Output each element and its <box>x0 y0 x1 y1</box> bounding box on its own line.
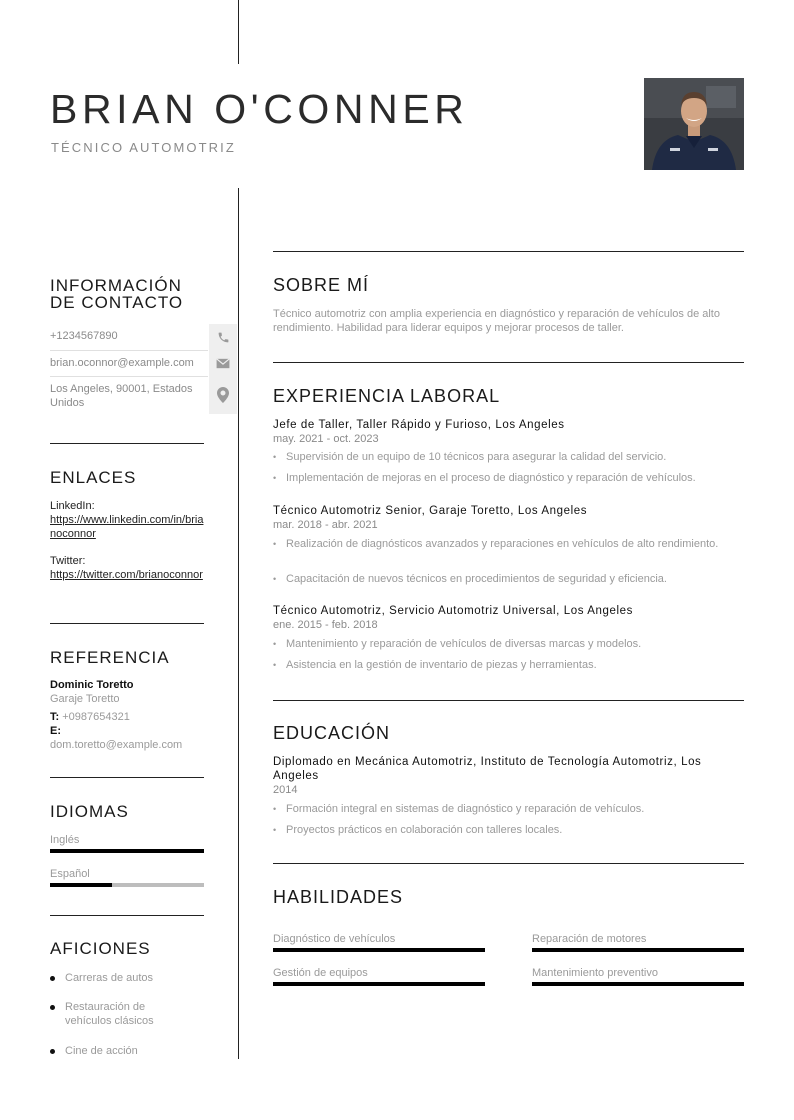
job-title: Técnico Automotriz, Servicio Automotriz Universal, Los Angeles <box>273 605 633 617</box>
vertical-divider-top <box>238 0 239 64</box>
skill-name: Mantenimiento preventivo <box>532 967 658 979</box>
job-bullet: • Supervisión de un equipo de 10 técnicos para asegurar la calidad del servicio. <box>273 450 733 464</box>
skill-level-bar <box>273 948 485 952</box>
language-name: Español <box>50 868 90 880</box>
education-bullet: • Formación integral en sistemas de diagnóstico y reparación de vehículos. <box>273 802 733 816</box>
about-text: Técnico automotriz con amplia experiencia en diagnóstico y reparación de vehículos de alto rendimiento. Habilidad para liderar equipos y mejorar procesos de taller. <box>273 308 720 334</box>
reference-heading: REFERENCIA <box>50 648 170 667</box>
job-bullet: • Implementación de mejoras en el proceso de diagnóstico y reparación de vehículos. <box>273 471 733 485</box>
linkedin-label: LinkedIn: <box>50 500 95 512</box>
languages-heading: IDIOMAS <box>50 802 129 821</box>
section-divider <box>50 623 204 624</box>
section-divider <box>273 251 744 252</box>
job-dates: may. 2021 - oct. 2023 <box>273 433 379 445</box>
candidate-name: BRIAN O'CONNER <box>50 86 469 132</box>
hobby-item: Restauración de vehículos clásicos <box>50 1000 185 1028</box>
twitter-link[interactable]: https://twitter.com/brianoconnor <box>50 569 203 581</box>
hobby-item: Carreras de autos <box>50 971 185 985</box>
education-year: 2014 <box>273 784 298 796</box>
experience-heading: EXPERIENCIA LABORAL <box>273 386 501 406</box>
section-divider <box>50 777 204 778</box>
reference-company: Garaje Toretto <box>50 693 120 705</box>
hobby-item: Cine de acción <box>50 1044 185 1058</box>
skill-name: Reparación de motores <box>532 933 647 945</box>
vertical-divider <box>238 188 239 1059</box>
skill-name: Gestión de equipos <box>273 967 368 979</box>
language-level-fill <box>50 883 112 887</box>
contact-divider <box>50 376 208 377</box>
phone-icon <box>209 324 237 350</box>
section-divider <box>50 443 204 444</box>
job-title: Jefe de Taller, Taller Rápido y Furioso, Los Angeles <box>273 419 565 431</box>
bullet-icon <box>50 976 55 981</box>
skills-heading: HABILIDADES <box>273 887 404 907</box>
education-heading: EDUCACIÓN <box>273 723 391 743</box>
job-bullet: • Mantenimiento y reparación de vehículos de diversas marcas y modelos. <box>273 637 733 651</box>
section-divider <box>50 915 204 916</box>
job-bullet: • Realización de diagnósticos avanzados y reparaciones en vehículos de alto rendimiento. <box>273 537 733 551</box>
reference-email[interactable]: E: dom.toretto@example.com <box>50 725 183 751</box>
job-title: Técnico Automotriz Senior, Garaje Toretto, Los Angeles <box>273 505 588 517</box>
profile-photo <box>644 78 744 170</box>
skill-level-bar <box>532 948 744 952</box>
language-level-bar <box>50 883 204 887</box>
language-name: Inglés <box>50 834 80 846</box>
education-bullet: • Proyectos prácticos en colaboración con talleres locales. <box>273 823 733 837</box>
contact-email[interactable]: brian.oconnor@example.com <box>50 357 194 369</box>
bullet-icon <box>50 1005 55 1010</box>
twitter-label: Twitter: <box>50 555 86 567</box>
linkedin-link[interactable]: https://www.linkedin.com/in/brianoconnor <box>50 514 204 540</box>
links-heading: ENLACES <box>50 468 137 487</box>
envelope-icon <box>209 350 237 376</box>
job-bullet: • Capacitación de nuevos técnicos en procedimientos de seguridad y eficiencia. <box>273 572 733 586</box>
section-divider <box>273 362 744 363</box>
contact-divider <box>50 350 208 351</box>
contact-heading: INFORMACIÓN DE CONTACTO <box>50 276 184 312</box>
about-heading: SOBRE MÍ <box>273 275 370 295</box>
bullet-icon <box>50 1049 55 1054</box>
skill-name: Diagnóstico de vehículos <box>273 933 396 945</box>
job-bullet: • Asistencia en la gestión de inventario de piezas y herramientas. <box>273 658 733 672</box>
skill-level-bar <box>532 982 744 986</box>
contact-address: Los Angeles, 90001, Estados Unidos <box>50 383 193 409</box>
job-dates: mar. 2018 - abr. 2021 <box>273 519 378 531</box>
degree-title: Diplomado en Mecánica Automotriz, Instituto de Tecnología Automotriz, Los Angeles <box>273 756 702 782</box>
reference-phone[interactable]: T: +0987654321 <box>50 711 130 723</box>
job-title: TÉCNICO AUTOMOTRIZ <box>51 140 236 155</box>
hobbies-heading: AFICIONES <box>50 939 151 958</box>
reference-name: Dominic Toretto <box>50 679 134 691</box>
section-divider <box>273 700 744 701</box>
skill-level-bar <box>273 982 485 986</box>
contact-phone[interactable]: +1234567890 <box>50 330 118 342</box>
language-level-bar <box>50 849 204 853</box>
map-pin-icon <box>209 376 237 414</box>
job-dates: ene. 2015 - feb. 2018 <box>273 619 378 631</box>
section-divider <box>273 863 744 864</box>
language-level-fill <box>50 849 204 853</box>
